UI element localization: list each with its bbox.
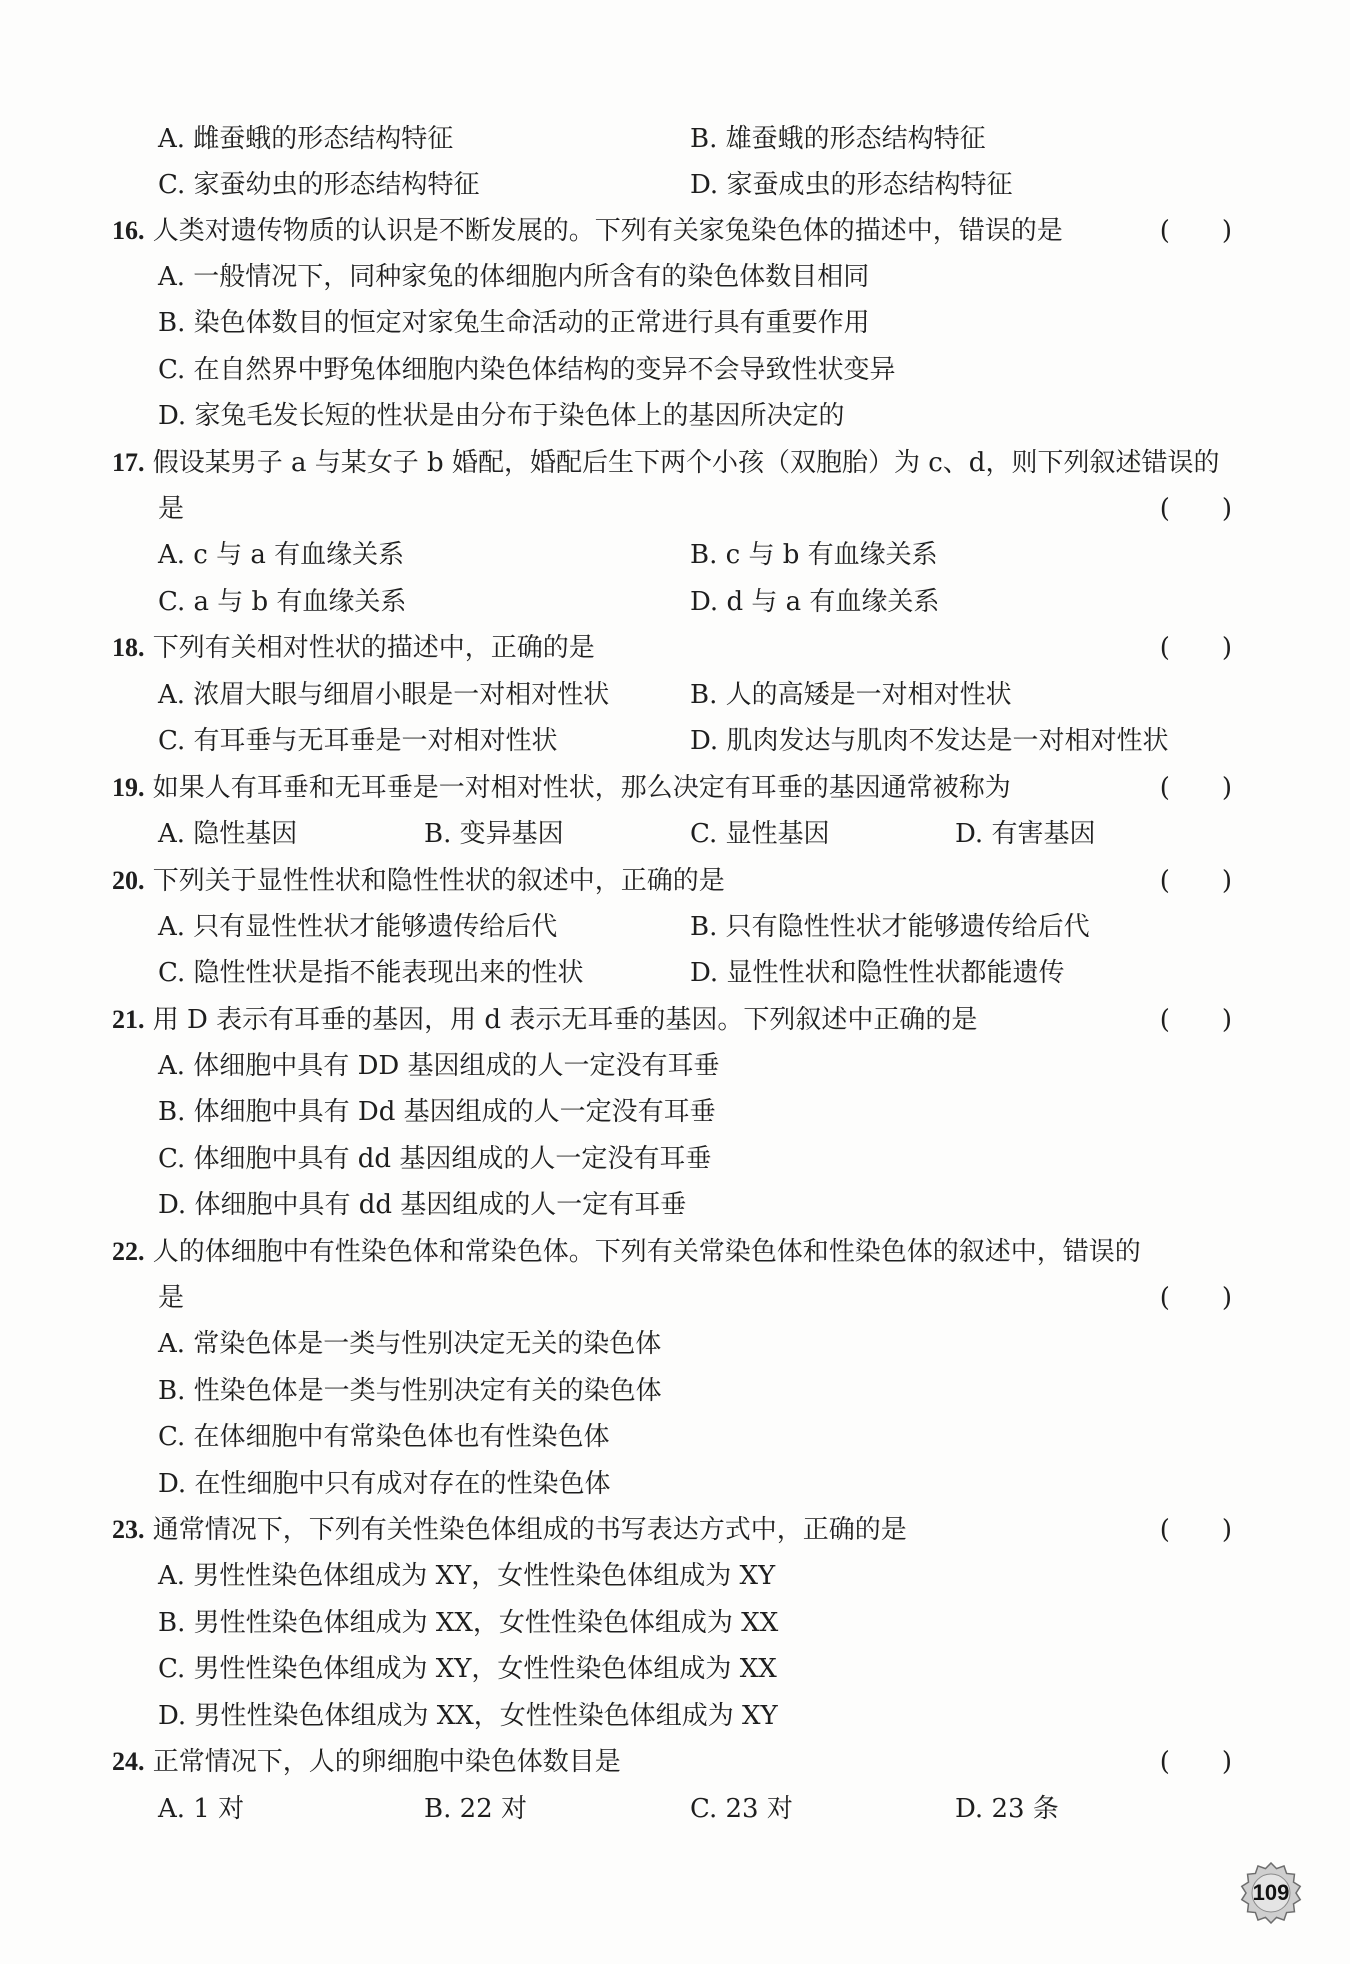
q23-stem-text: 通常情况下，下列有关性染色体组成的书写表达方式中，正确的是	[152, 1515, 907, 1545]
q22-answer-blank[interactable]: ( )	[1159, 1283, 1232, 1313]
q17-stem	[112, 446, 1219, 480]
q20-stem	[112, 864, 725, 898]
q17-number: 17.	[112, 448, 145, 477]
q21-option-d: D. 体细胞中具有 dd 基因组成的人一定有耳垂	[158, 1190, 687, 1220]
q20-option-b: B. 只有隐性性状才能够遗传给后代	[690, 912, 1090, 942]
q16-stem-text: 人类对遗传物质的认识是不断发展的。下列有关家兔染色体的描述中，错误的是	[152, 216, 1063, 246]
q16-number: 16.	[112, 216, 145, 245]
q21-option-b: B. 体细胞中具有 Dd 基因组成的人一定没有耳垂	[158, 1097, 716, 1127]
q23-number: 23.	[112, 1515, 145, 1544]
q15-option-d: D. 家蚕成虫的形态结构特征	[690, 170, 1013, 200]
q17-option-a: A. c 与 a 有血缘关系	[158, 540, 405, 570]
q17-stem-cont: 是	[158, 494, 185, 524]
q19-number: 19.	[112, 773, 145, 802]
q21-answer-blank[interactable]: ( )	[1159, 1005, 1232, 1035]
q24-stem	[112, 1745, 621, 1779]
q24-number: 24.	[112, 1747, 145, 1776]
q17-option-d: D. d 与 a 有血缘关系	[690, 587, 940, 617]
q20-option-d: D. 显性性状和隐性性状都能遗传	[690, 958, 1065, 988]
q18-option-b: B. 人的高矮是一对相对性状	[690, 680, 1012, 710]
q19-option-b: B. 变异基因	[424, 819, 564, 849]
q19-option-a: A. 隐性基因	[158, 819, 298, 849]
page-number: 109	[1252, 1880, 1290, 1905]
q22-number: 22.	[112, 1237, 145, 1266]
q20-option-a: A. 只有显性性状才能够遗传给后代	[158, 912, 558, 942]
q21-number: 21.	[112, 1005, 145, 1034]
q19-option-c: C. 显性基因	[690, 819, 830, 849]
q20-option-c: C. 隐性性状是指不能表现出来的性状	[158, 958, 584, 988]
q23-answer-blank[interactable]: ( )	[1159, 1515, 1232, 1545]
q22-stem-cont: 是	[158, 1283, 185, 1313]
q22-stem-text: 人的体细胞中有性染色体和常染色体。下列有关常染色体和性染色体的叙述中，错误的	[152, 1237, 1141, 1267]
q16-answer-blank[interactable]: ( )	[1159, 216, 1232, 246]
q18-option-c: C. 有耳垂与无耳垂是一对相对性状	[158, 726, 558, 756]
q23-option-d: D. 男性性染色体组成为 XX，女性性染色体组成为 XY	[158, 1701, 778, 1731]
q21-option-c: C. 体细胞中具有 dd 基因组成的人一定没有耳垂	[158, 1144, 712, 1174]
q15-option-b: B. 雄蚕蛾的形态结构特征	[690, 124, 986, 154]
q24-option-b: B. 22 对	[424, 1794, 527, 1824]
q15-option-a: A. 雌蚕蛾的形态结构特征	[158, 124, 454, 154]
q16-option-a: A. 一般情况下，同种家兔的体细胞内所含有的染色体数目相同	[158, 262, 870, 292]
q24-option-d: D. 23 条	[955, 1794, 1059, 1824]
q22-option-d: D. 在性细胞中只有成对存在的性染色体	[158, 1469, 611, 1499]
q23-option-b: B. 男性性染色体组成为 XX，女性性染色体组成为 XX	[158, 1608, 779, 1638]
q24-option-a: A. 1 对	[158, 1794, 245, 1824]
q16-option-c: C. 在自然界中野兔体细胞内染色体结构的变异不会导致性状变异	[158, 355, 896, 385]
q22-stem	[112, 1235, 1141, 1269]
q17-stem-text: 假设某男子 a 与某女子 b 婚配，婚配后生下两个小孩（双胞胎）为 c、d，则下列叙述错误的	[152, 448, 1220, 478]
q22-option-c: C. 在体细胞中有常染色体也有性染色体	[158, 1422, 610, 1452]
q18-option-d: D. 肌肉发达与肌肉不发达是一对相对性状	[690, 726, 1169, 756]
q20-number: 20.	[112, 866, 145, 895]
q15-option-c: C. 家蚕幼虫的形态结构特征	[158, 170, 480, 200]
q22-option-a: A. 常染色体是一类与性别决定无关的染色体	[158, 1329, 662, 1359]
q16-option-d: D. 家兔毛发长短的性状是由分布于染色体上的基因所决定的	[158, 401, 845, 431]
page-number-badge	[1240, 1862, 1302, 1924]
q19-stem	[112, 771, 1011, 805]
q17-option-c: C. a 与 b 有血缘关系	[158, 587, 407, 617]
q18-stem	[112, 631, 595, 665]
q22-option-b: B. 性染色体是一类与性别决定有关的染色体	[158, 1376, 662, 1406]
q24-stem-text: 正常情况下，人的卵细胞中染色体数目是	[152, 1747, 621, 1777]
q21-stem	[112, 1003, 977, 1037]
q19-stem-text: 如果人有耳垂和无耳垂是一对相对性状，那么决定有耳垂的基因通常被称为	[152, 773, 1011, 803]
q18-option-a: A. 浓眉大眼与细眉小眼是一对相对性状	[158, 680, 610, 710]
q16-stem	[112, 214, 1063, 248]
q23-option-c: C. 男性性染色体组成为 XY，女性性染色体组成为 XX	[158, 1654, 777, 1684]
q20-answer-blank[interactable]: ( )	[1159, 866, 1232, 896]
q18-stem-text: 下列有关相对性状的描述中，正确的是	[152, 633, 595, 663]
q19-answer-blank[interactable]: ( )	[1159, 773, 1232, 803]
q17-option-b: B. c 与 b 有血缘关系	[690, 540, 938, 570]
q18-number: 18.	[112, 633, 145, 662]
q17-answer-blank[interactable]: ( )	[1159, 494, 1232, 524]
q16-option-b: B. 染色体数目的恒定对家兔生命活动的正常进行具有重要作用	[158, 308, 870, 338]
q23-stem	[112, 1513, 907, 1547]
q21-stem-text: 用 D 表示有耳垂的基因，用 d 表示无耳垂的基因。下列叙述中正确的是	[152, 1005, 978, 1035]
q20-stem-text: 下列关于显性性状和隐性性状的叙述中，正确的是	[152, 866, 725, 896]
q24-answer-blank[interactable]: ( )	[1159, 1747, 1232, 1777]
q21-option-a: A. 体细胞中具有 DD 基因组成的人一定没有耳垂	[158, 1051, 720, 1081]
q24-option-c: C. 23 对	[690, 1794, 793, 1824]
q18-answer-blank[interactable]: ( )	[1159, 633, 1232, 663]
q23-option-a: A. 男性性染色体组成为 XY，女性性染色体组成为 XY	[158, 1561, 776, 1591]
q19-option-d: D. 有害基因	[955, 819, 1096, 849]
